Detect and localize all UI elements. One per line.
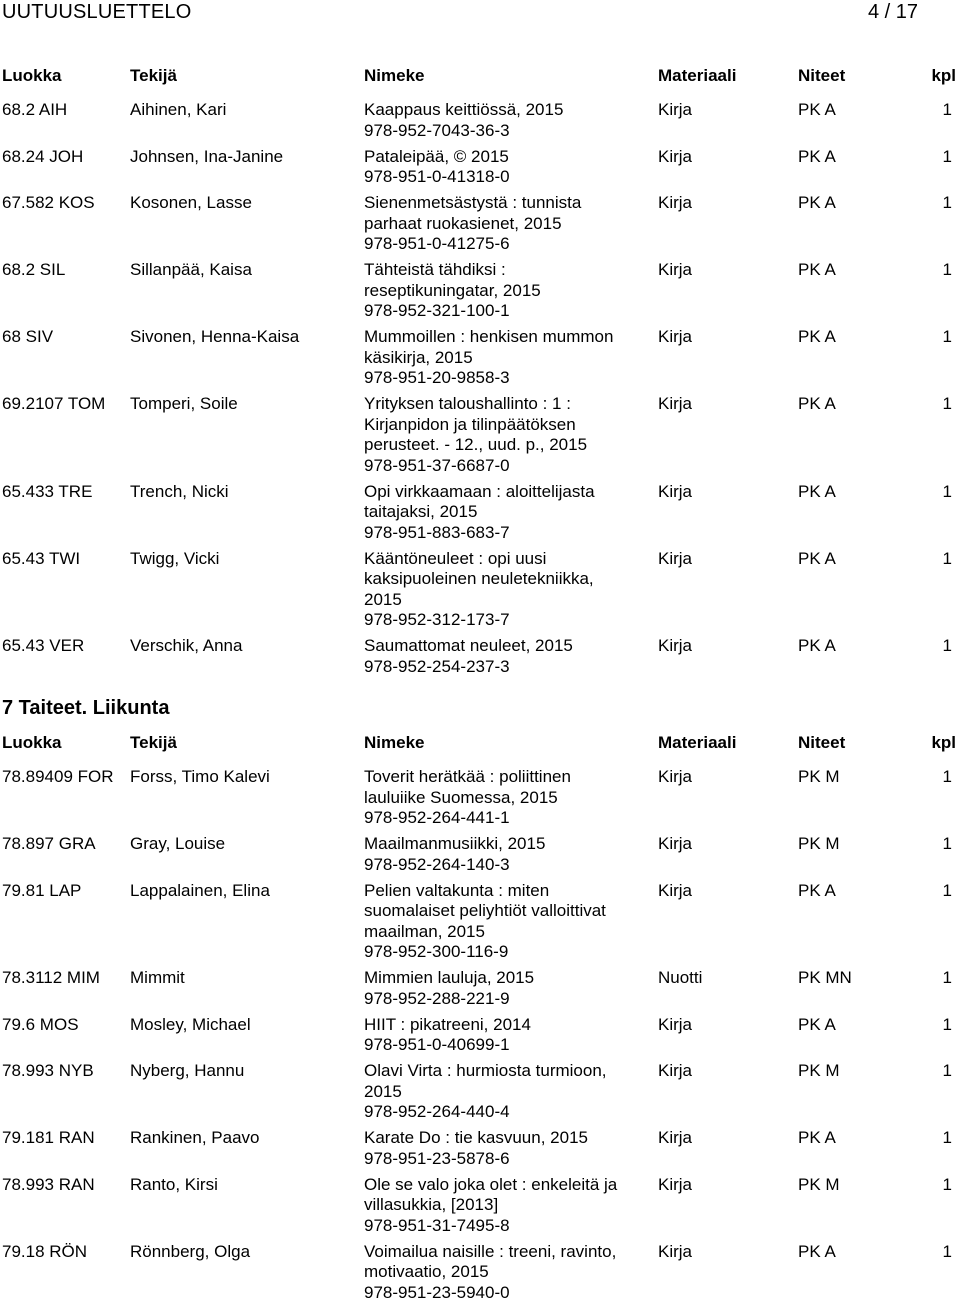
cell-luokka: 65.43 TWI (2, 548, 81, 568)
nimeke-line: maailman, 2015 (364, 921, 485, 941)
cell-niteet: PK A (798, 327, 836, 346)
nimeke-line: 978-951-0-41275-6 (364, 234, 510, 253)
cell-materiaali: Kirja (658, 394, 693, 413)
cell-kpl: 1 (942, 1174, 952, 1194)
nimeke-line: perusteet. - 12., uud. p., 2015 (364, 435, 588, 454)
nimeke-line: motivaatio, 2015 (364, 1262, 489, 1281)
header-nimeke: Nimeke (364, 66, 425, 85)
cell-niteet: PK A (798, 1241, 836, 1261)
cell-luokka: 79.81 LAP (2, 880, 82, 900)
header-luokka: Luokka (2, 733, 62, 752)
nimeke-line: HIIT : pikatreeni, 2014 (364, 1014, 531, 1034)
cell-materiaali: Kirja (658, 1061, 693, 1080)
cell-kpl: 1 (942, 968, 952, 987)
cell-kpl: 1 (942, 767, 952, 786)
cell-materiaali: Kirja (658, 193, 693, 212)
nimeke-line: Saumattomat neuleet, 2015 (364, 636, 573, 655)
cell-materiaali: Kirja (658, 548, 693, 568)
nimeke-line: 978-952-264-441-1 (364, 808, 510, 827)
cell-luokka: 68.24 JOH (2, 146, 84, 166)
cell-nimeke (364, 1242, 650, 1304)
cell-luokka: 79.6 MOS (2, 1014, 79, 1034)
nimeke-line: Mimmien lauluja, 2015 (364, 968, 535, 987)
nimeke-line: Opi virkkaamaan : aloittelijasta (364, 481, 595, 501)
nimeke-line: Kaappaus keittiössä, 2015 (364, 100, 564, 119)
cell-kpl: 1 (942, 327, 952, 346)
cell-luokka: 79.18 RÖN (2, 1241, 88, 1261)
cell-kpl: 1 (942, 100, 952, 119)
cell-niteet: PK A (798, 548, 836, 568)
cell-tekija: Mosley, Michael (130, 1014, 251, 1034)
header-tekija: Tekijä (130, 66, 177, 85)
cell-luokka: 67.582 KOS (2, 193, 95, 212)
cell-nimeke (364, 968, 650, 1009)
cell-niteet: PK MN (798, 968, 852, 987)
cell-tekija: Nyberg, Hannu (130, 1061, 245, 1080)
page-title: UUTUUSLUETTELO (2, 1, 192, 23)
cell-luokka: 78.3112 MIM (2, 968, 100, 987)
cell-niteet: PK M (798, 1061, 840, 1080)
cell-tekija: Mimmit (130, 968, 185, 987)
header-kpl: kpl (931, 733, 956, 752)
cell-materiaali: Kirja (658, 1241, 693, 1261)
header-niteet: Niteet (798, 66, 846, 85)
cell-materiaali: Kirja (658, 327, 693, 346)
cell-luokka: 65.433 TRE (2, 481, 93, 501)
cell-kpl: 1 (942, 1014, 952, 1034)
cell-materiaali: Kirja (658, 260, 693, 279)
nimeke-line: Karate Do : tie kasvuun, 2015 (364, 1128, 588, 1147)
cell-tekija: Aihinen, Kari (130, 100, 227, 119)
section-title: 7 Taiteet. Liikunta (2, 697, 170, 719)
cell-kpl: 1 (942, 193, 952, 212)
nimeke-line: villasukkia, [2013] (364, 1195, 499, 1214)
nimeke-line: 978-952-264-440-4 (364, 1102, 510, 1121)
nimeke-line: Ole se valo joka olet : enkeleitä ja (364, 1174, 618, 1194)
cell-materiaali: Kirja (658, 1014, 693, 1034)
cell-tekija: Twigg, Vicki (130, 548, 220, 568)
cell-nimeke (364, 482, 650, 544)
cell-materiaali: Kirja (658, 1174, 693, 1194)
cell-nimeke (364, 549, 650, 631)
nimeke-line: 978-951-23-5878-6 (364, 1148, 510, 1168)
nimeke-line: 978-951-0-40699-1 (364, 1035, 510, 1054)
nimeke-line: 978-952-312-173-7 (364, 610, 510, 629)
cell-nimeke (364, 834, 650, 875)
cell-niteet: PK A (798, 1014, 836, 1034)
nimeke-line: Sienenmetsästystä : tunnista (364, 193, 582, 212)
cell-materiaali: Kirja (658, 146, 693, 166)
cell-luokka: 68.2 AIH (2, 100, 68, 119)
cell-tekija: Forss, Timo Kalevi (130, 767, 270, 786)
cell-materiaali: Kirja (658, 100, 693, 119)
cell-niteet: PK M (798, 834, 840, 853)
cell-luokka: 78.897 GRA (2, 834, 96, 853)
cell-kpl: 1 (942, 880, 952, 900)
nimeke-line: Kirjanpidon ja tilinpäätöksen (364, 414, 576, 434)
cell-niteet: PK A (798, 880, 836, 900)
nimeke-line: Toverit herätkää : poliittinen (364, 767, 571, 786)
cell-kpl: 1 (942, 394, 952, 413)
cell-luokka: 78.993 RAN (2, 1174, 95, 1194)
cell-tekija: Lappalainen, Elina (130, 880, 270, 900)
nimeke-line: kaksipuoleinen neuletekniikka, (364, 569, 594, 588)
nimeke-line: Voimailua naisille : treeni, ravinto, (364, 1241, 617, 1261)
nimeke-line: suomalaiset peliyhtiöt valloittivat (364, 901, 606, 920)
nimeke-line: Pataleipää, © 2015 (364, 146, 509, 166)
cell-tekija: Trench, Nicki (130, 481, 229, 501)
cell-materiaali: Kirja (658, 834, 693, 853)
cell-nimeke (364, 1061, 650, 1123)
nimeke-line: parhaat ruokasienet, 2015 (364, 213, 562, 233)
cell-kpl: 1 (942, 481, 952, 501)
cell-materiaali: Kirja (658, 636, 693, 655)
header-materiaali: Materiaali (658, 66, 737, 85)
cell-luokka: 65.43 VER (2, 636, 85, 655)
cell-niteet: PK A (798, 636, 836, 655)
cell-niteet: PK A (798, 100, 836, 119)
nimeke-line: 978-952-254-237-3 (364, 656, 510, 676)
cell-kpl: 1 (942, 1128, 952, 1147)
nimeke-line: Pelien valtakunta : miten (364, 880, 550, 900)
cell-nimeke (364, 147, 650, 188)
table-header (0, 66, 960, 88)
header-nimeke: Nimeke (364, 733, 425, 752)
nimeke-line: 978-951-31-7495-8 (364, 1215, 510, 1235)
cell-kpl: 1 (942, 1061, 952, 1080)
nimeke-line: reseptikuningatar, 2015 (364, 280, 541, 300)
cell-niteet: PK A (798, 1128, 836, 1147)
cell-niteet: PK A (798, 260, 836, 279)
cell-luokka: 79.181 RAN (2, 1128, 95, 1147)
cell-nimeke (364, 1128, 650, 1169)
cell-nimeke (364, 881, 650, 963)
cell-nimeke (364, 1175, 650, 1237)
nimeke-line: 978-952-321-100-1 (364, 301, 510, 320)
cell-materiaali: Kirja (658, 1128, 693, 1147)
cell-luokka: 68.2 SIL (2, 260, 66, 279)
header-niteet: Niteet (798, 733, 846, 752)
cell-nimeke (364, 327, 650, 389)
nimeke-line: 978-952-288-221-9 (364, 988, 510, 1008)
cell-niteet: PK M (798, 1174, 840, 1194)
nimeke-line: lauluiike Suomessa, 2015 (364, 787, 558, 807)
nimeke-line: 978-952-264-140-3 (364, 854, 510, 874)
cell-niteet: PK A (798, 193, 836, 212)
cell-nimeke (364, 394, 650, 476)
cell-niteet: PK A (798, 481, 836, 501)
cell-tekija: Sivonen, Henna-Kaisa (130, 327, 300, 346)
cell-kpl: 1 (942, 1241, 952, 1261)
cell-nimeke (364, 100, 650, 141)
cell-luokka: 68 SIV (2, 327, 54, 346)
header-luokka: Luokka (2, 66, 62, 85)
cell-materiaali: Nuotti (658, 968, 703, 987)
cell-tekija: Ranto, Kirsi (130, 1174, 218, 1194)
cell-niteet: PK A (798, 394, 836, 413)
cell-kpl: 1 (942, 834, 952, 853)
nimeke-line: 978-951-20-9858-3 (364, 368, 510, 387)
nimeke-line: 2015 (364, 1081, 402, 1101)
nimeke-line: 978-951-23-5940-0 (364, 1282, 510, 1302)
cell-materiaali: Kirja (658, 481, 693, 501)
cell-tekija: Johnsen, Ina-Janine (130, 146, 284, 166)
page-number: 4 / 17 (867, 1, 918, 23)
nimeke-line: taitajaksi, 2015 (364, 502, 478, 521)
cell-nimeke (364, 767, 650, 829)
cell-luokka: 78.89409 FOR (2, 767, 114, 786)
header-kpl: kpl (931, 66, 956, 85)
nimeke-line: 2015 (364, 589, 402, 609)
nimeke-line: 978-951-883-683-7 (364, 522, 510, 542)
nimeke-line: 978-951-0-41318-0 (364, 167, 510, 186)
nimeke-line: 978-952-7043-36-3 (364, 120, 510, 140)
cell-niteet: PK A (798, 146, 836, 166)
nimeke-line: 978-952-300-116-9 (364, 942, 509, 961)
cell-tekija: Rankinen, Paavo (130, 1128, 260, 1147)
cell-nimeke (364, 1015, 650, 1056)
cell-kpl: 1 (942, 146, 952, 166)
cell-nimeke (364, 193, 650, 255)
cell-tekija: Verschik, Anna (130, 636, 243, 655)
cell-materiaali: Kirja (658, 880, 693, 900)
cell-tekija: Gray, Louise (130, 834, 226, 853)
cell-tekija: Kosonen, Lasse (130, 193, 252, 212)
cell-kpl: 1 (942, 260, 952, 279)
header-materiaali: Materiaali (658, 733, 737, 752)
cell-tekija: Tomperi, Soile (130, 394, 238, 413)
nimeke-line: Yrityksen taloushallinto : 1 : (364, 394, 571, 413)
cell-materiaali: Kirja (658, 767, 693, 786)
nimeke-line: Tähteistä tähdiksi : (364, 260, 506, 279)
nimeke-line: Olavi Virta : hurmiosta turmioon, (364, 1061, 607, 1080)
nimeke-line: 978-951-37-6687-0 (364, 455, 510, 475)
cell-nimeke (364, 636, 650, 677)
nimeke-line: Maailmanmusiikki, 2015 (364, 834, 546, 853)
cell-tekija: Sillanpää, Kaisa (130, 260, 252, 279)
cell-luokka: 78.993 NYB (2, 1061, 94, 1080)
nimeke-line: Mummoillen : henkisen mummon (364, 327, 614, 346)
nimeke-line: käsikirja, 2015 (364, 347, 473, 367)
table-header (0, 733, 960, 755)
cell-niteet: PK M (798, 767, 840, 786)
cell-luokka: 69.2107 TOM (2, 394, 106, 413)
cell-tekija: Rönnberg, Olga (130, 1241, 251, 1261)
cell-nimeke (364, 260, 650, 322)
nimeke-line: Kääntöneuleet : opi uusi (364, 548, 547, 568)
header-tekija: Tekijä (130, 733, 177, 752)
cell-kpl: 1 (942, 548, 952, 568)
cell-kpl: 1 (942, 636, 952, 655)
